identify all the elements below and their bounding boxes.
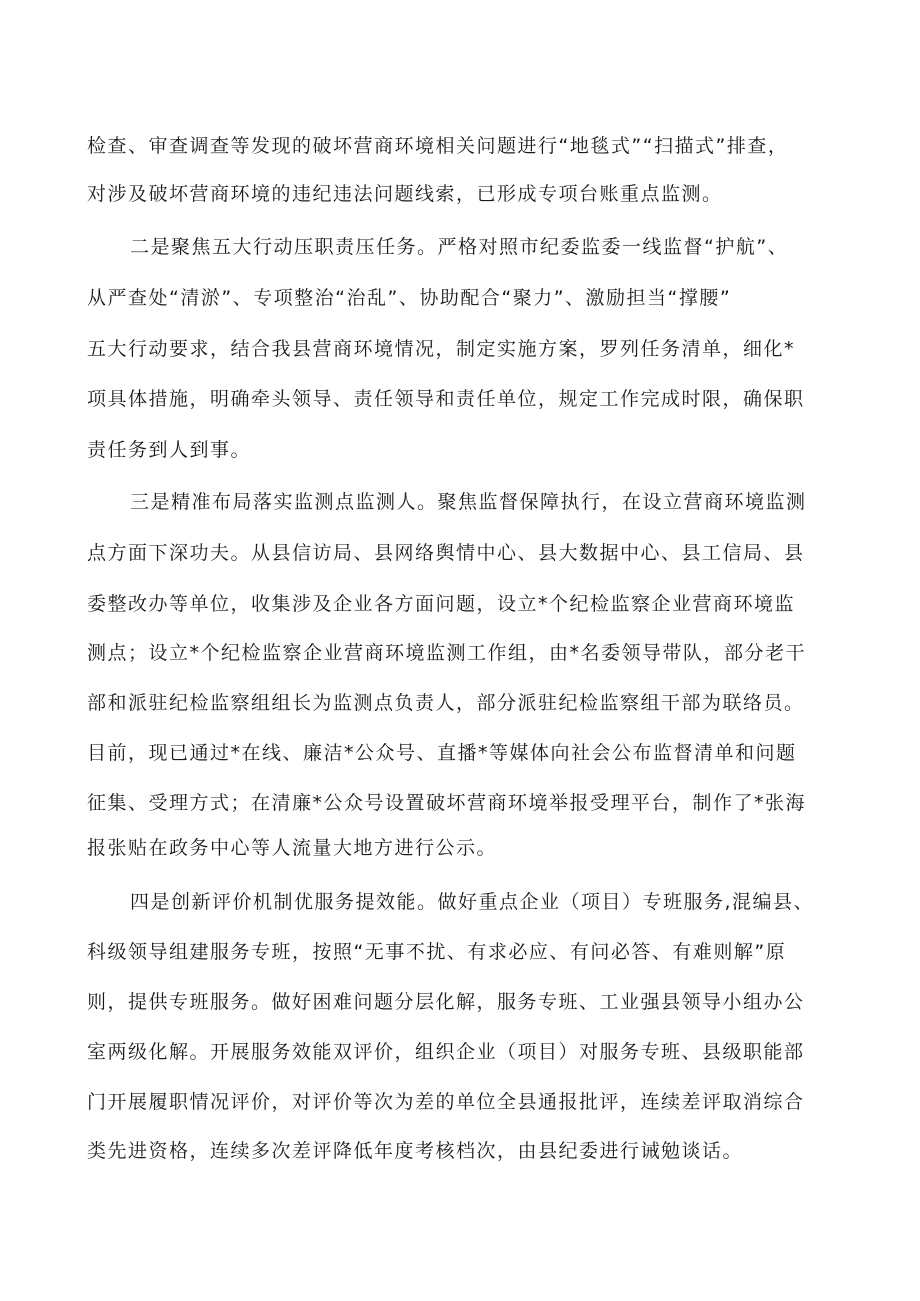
text-line: 部和派驻纪检监察组组长为监测点负责人，部分派驻纪检监察组干部为联络员。 (87, 692, 805, 714)
text-line: 测点；设立*个纪检监察企业营商环境监测工作组，由*名委领导带队，部分老干 (87, 642, 807, 664)
text-line: 检查、审查调查等发现的破坏营商环境相关问题进行“地毯式”“扫描式”排查， (87, 135, 789, 157)
text-line: 四是创新评价机制优服务提效能。做好重点企业（项目）专班服务,混编县、 (130, 891, 815, 913)
text-line: 二是聚焦五大行动压职责压任务。严格对照市纪委监委一线监督“护航”、 (130, 236, 789, 258)
text-line: 报张贴在政务中心等人流量大地方进行公示。 (87, 837, 498, 859)
text-line: 点方面下深功夫。从县信访局、县网络舆情中心、县大数据中心、县工信局、县 (87, 542, 805, 564)
text-line: 五大行动要求，结合我县营商环境情况，制定实施方案，罗列任务清单，细化* (87, 338, 796, 360)
text-line: 项具体措施，明确牵头领导、责任领导和责任单位，规定工作完成时限，确保职 (87, 388, 805, 410)
text-line: 三是精准布局落实监测点监测人。聚焦监督保障执行，在设立营商环境监测 (130, 491, 807, 513)
text-line: 征集、受理方式；在清廉*公众号设置破坏营商环境举报受理平台，制作了*张海 (87, 792, 807, 814)
text-line: 目前，现已通过*在线、廉洁*公众号、直播*等媒体向社会公布监督清单和问题 (87, 742, 797, 764)
text-line: 室两级化解。开展服务效能双评价，组织企业（项目）对服务专班、县级职能部 (87, 1041, 805, 1063)
text-line: 门开展履职情况评价，对评价等次为差的单位全县通报批评，连续差评取消综合 (87, 1091, 805, 1113)
text-line: 责任务到人到事。 (87, 439, 252, 461)
text-line: 类先进资格，连续多次差评降低年度考核档次，由县纪委进行诫勉谈话。 (87, 1140, 744, 1162)
text-line: 委整改办等单位，收集涉及企业各方面问题，设立*个纪检监察企业营商环境监 (87, 593, 796, 615)
text-line: 对涉及破坏营商环境的违纪违法问题线索，已形成专项台账重点监测。 (87, 183, 723, 205)
text-line: 从严查处“清淤”、专项整治“治乱”、协助配合“聚力”、激励担当“撑腰” (87, 287, 732, 309)
text-line: 则，提供专班服务。做好困难问题分层化解，服务专班、工业强县领导小组办公 (87, 991, 805, 1013)
text-line: 科级领导组建服务专班，按照“无事不扰、有求必应、有问必答、有难则解”原 (87, 941, 787, 963)
